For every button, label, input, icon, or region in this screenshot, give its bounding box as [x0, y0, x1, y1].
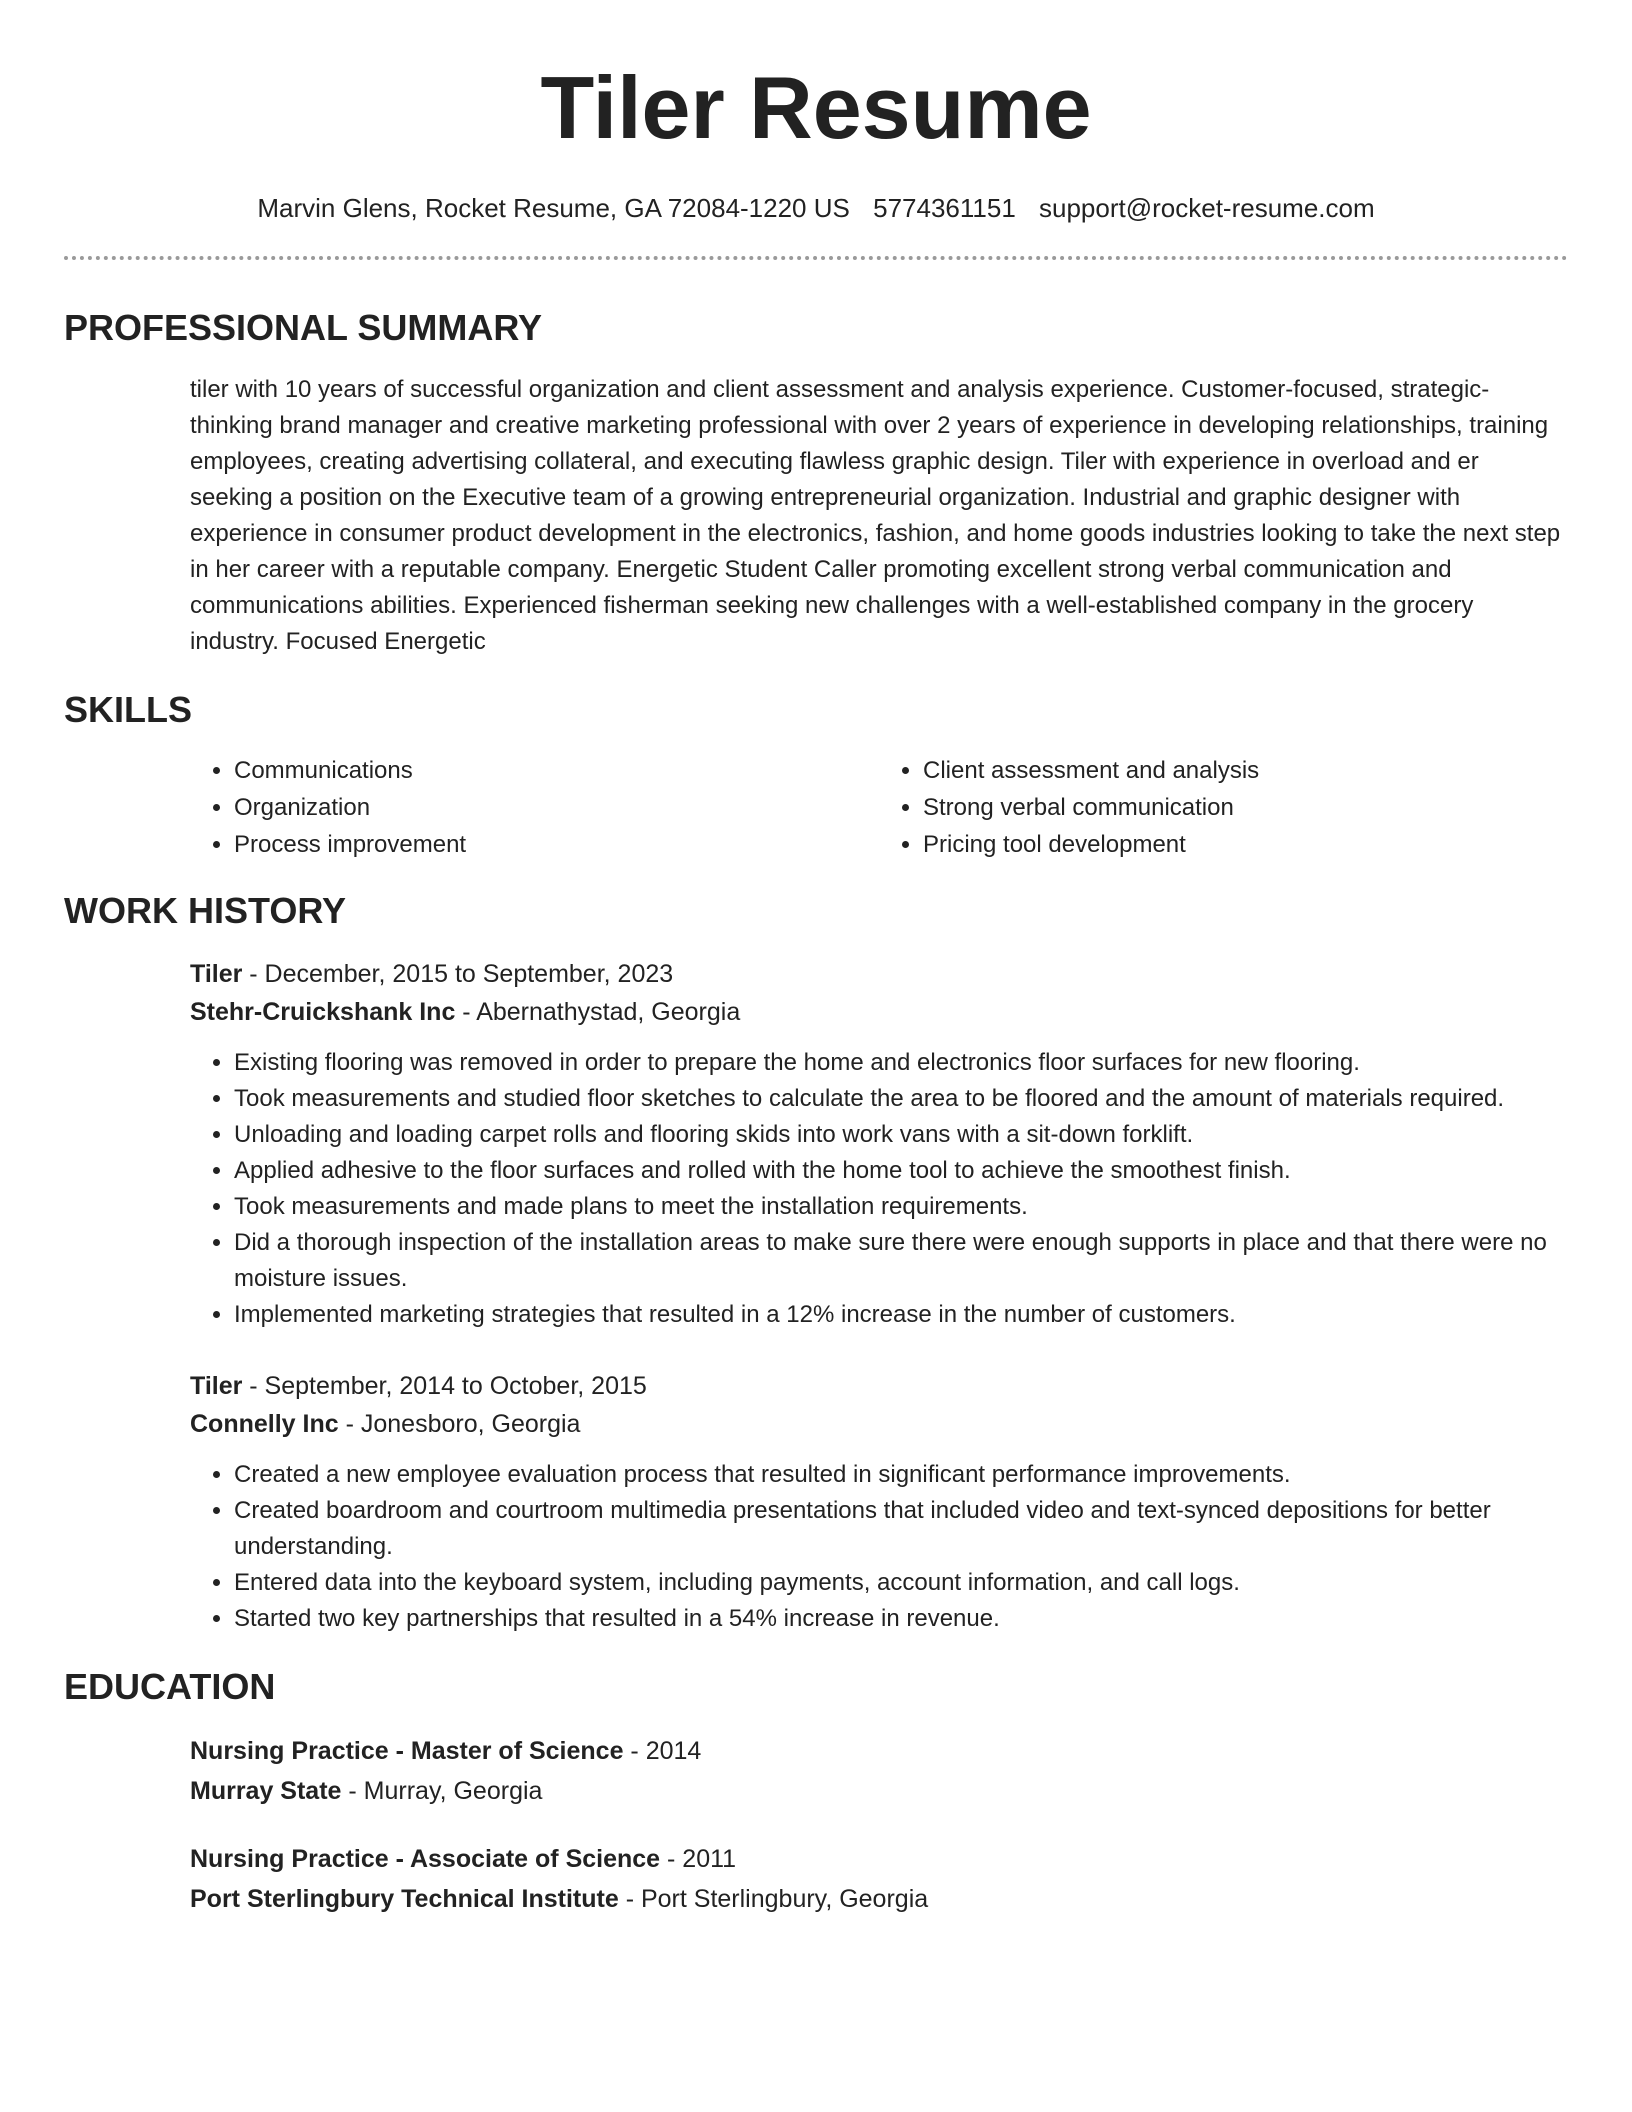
- education-degree: Nursing Practice - Master of Science: [190, 1737, 624, 1765]
- job-bullet: • Existing flooring was removed in order to prepare the home and electronics floor surfaces for new flooring.: [234, 1045, 1568, 1081]
- summary-text: tiler with 10 years of successful organization and client assessment and analysis experience. Customer-focused, strategic-thinking brand manager and creative marketing professional with over 2 years of experience in developing relationships, training employees, creating advertising collateral, and executing flawless graphic design. Tiler with experience in overload and er seeking a position on the Executive team of a growing entrepreneurial organization. Industrial and graphic designer with experience in consumer product development in the electronics, fashion, and home goods industries looking to take the next step in her career with a reputable company. Energetic Student Caller promoting excellent strong verbal communication and communications abilities. Experienced fisherman seeking new challenges with a well-established company in the grocery industry. Focused Energetic: [190, 376, 1561, 655]
- job-bullets: [190, 1457, 1568, 1637]
- contact-line: [64, 192, 1568, 224]
- job-location: - Abernathystad, Georgia: [455, 998, 741, 1026]
- summary-section: [64, 306, 1568, 660]
- job-bullet: • Applied adhesive to the floor surfaces and rolled with the home tool to achieve the smoothest finish.: [234, 1153, 1568, 1189]
- skills-section: [64, 688, 1568, 863]
- education-school-line: [190, 1771, 1568, 1811]
- job-bullet: • Did a thorough inspection of the installation areas to make sure there were enough supports in place and that there were no moisture issues.: [234, 1225, 1568, 1297]
- job-company-line: [190, 993, 1568, 1031]
- job-entry: [64, 1367, 1568, 1637]
- skill-item: • Client assessment and analysis: [923, 752, 1568, 789]
- summary-heading: PROFESSIONAL SUMMARY: [64, 307, 543, 348]
- job-bullet: • Unloading and loading carpet rolls and flooring skids into work vans with a sit-down forklift.: [234, 1117, 1568, 1153]
- education-entry: [64, 1731, 1568, 1811]
- job-entry: [64, 955, 1568, 1333]
- education-location: - Murray, Georgia: [341, 1777, 543, 1805]
- education-degree: Nursing Practice - Associate of Science: [190, 1845, 661, 1873]
- job-bullet: • Entered data into the keyboard system, including payments, account information, and call logs.: [234, 1565, 1568, 1601]
- job-role: Tiler: [190, 1372, 243, 1400]
- job-company: Stehr-Cruickshank Inc: [190, 998, 456, 1026]
- skills-column-left: [190, 752, 879, 863]
- skills-column-right: [879, 752, 1568, 863]
- education-entry: [64, 1839, 1568, 1919]
- job-bullet: • Created boardroom and courtroom multimedia presentations that included video and text-synced depositions for better understanding.: [234, 1493, 1568, 1565]
- job-bullet: • Started two key partnerships that resulted in a 54% increase in revenue.: [234, 1601, 1568, 1637]
- education-section: [64, 1665, 1568, 1919]
- education-school-line: [190, 1879, 1568, 1919]
- job-location: - Jonesboro, Georgia: [338, 1410, 581, 1438]
- job-company: Connelly Inc: [190, 1410, 339, 1438]
- skill-item: • Communications: [234, 752, 879, 789]
- education-year: - 2011: [660, 1845, 737, 1873]
- job-title-line: [190, 955, 1568, 993]
- job-bullet: • Implemented marketing strategies that resulted in a 12% increase in the number of customers.: [234, 1297, 1568, 1333]
- contact-address: Marvin Glens, Rocket Resume, GA 72084-1220 US: [257, 193, 850, 223]
- education-degree-line: [190, 1839, 1568, 1879]
- job-bullet: • Created a new employee evaluation process that resulted in significant performance improvements.: [234, 1457, 1568, 1493]
- job-dates: - September, 2014 to October, 2015: [242, 1372, 647, 1400]
- education-school: Port Sterlingbury Technical Institute: [190, 1885, 619, 1913]
- education-heading: EDUCATION: [64, 1666, 276, 1707]
- education-location: - Port Sterlingbury, Georgia: [618, 1885, 929, 1913]
- contact-email: support@rocket-resume.com: [1039, 193, 1375, 223]
- contact-phone: 5774361151: [873, 193, 1016, 223]
- header-divider: [64, 256, 1568, 260]
- skill-item: • Process improvement: [234, 826, 879, 863]
- job-bullet: • Took measurements and made plans to meet the installation requirements.: [234, 1189, 1568, 1225]
- work-section: [64, 889, 1568, 1637]
- job-dates: - December, 2015 to September, 2023: [242, 960, 674, 988]
- job-bullet: • Took measurements and studied floor sketches to calculate the area to be floored and the amount of materials required.: [234, 1081, 1568, 1117]
- skill-item: • Organization: [234, 789, 879, 826]
- job-role: Tiler: [190, 960, 243, 988]
- work-heading: WORK HISTORY: [64, 890, 347, 931]
- resume-title: Tiler Resume: [540, 58, 1092, 157]
- education-year: - 2014: [623, 1737, 702, 1765]
- education-degree-line: [190, 1731, 1568, 1771]
- skills-heading: SKILLS: [64, 689, 193, 730]
- skill-item: • Strong verbal communication: [923, 789, 1568, 826]
- job-title-line: [190, 1367, 1568, 1405]
- job-company-line: [190, 1405, 1568, 1443]
- education-school: Murray State: [190, 1777, 342, 1805]
- skill-item: • Pricing tool development: [923, 826, 1568, 863]
- job-bullets: [190, 1045, 1568, 1333]
- skills-list: [64, 752, 1568, 863]
